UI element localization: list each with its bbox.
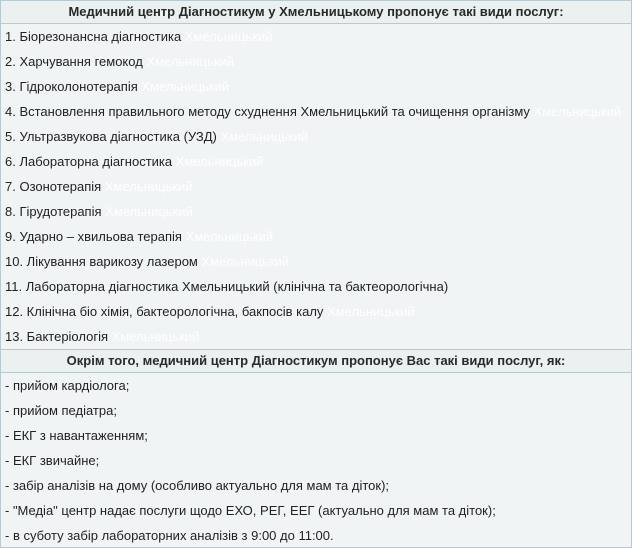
service-city: Хмельницький [533, 104, 622, 119]
service-text: 3. Гідроколонотерапія [5, 79, 138, 94]
service-text: 1. Біорезонансна діагностика [5, 29, 182, 44]
service-city: Хмельницький [146, 54, 235, 69]
service-item-10 [5, 249, 631, 274]
extra-item-1: - прийом кардіолога; [5, 378, 130, 393]
service-item-7 [5, 174, 631, 199]
service-city: Хмельницький [327, 304, 415, 319]
service-city: Хмельницький [220, 129, 309, 144]
service-text: 11. Лабораторна діагностика Хмельницький (клінічна та бактеорологічна) [5, 279, 449, 294]
service-text: 2. Харчування гемокод [5, 54, 143, 69]
service-text: 10. Лікування варикозу лазером [5, 254, 198, 269]
services-list [1, 24, 631, 349]
service-city: Хмельницький [141, 79, 230, 94]
extras-list [1, 373, 631, 548]
service-city: Хмельницький [184, 29, 273, 44]
service-text: 4. Встановлення правильного методу схуднення Хмельницький та очищення організму [5, 104, 530, 119]
service-item-9 [5, 224, 631, 249]
service-city: Хмельницький [104, 179, 193, 194]
extra-item-3: - ЕКГ з навантаженням; [5, 428, 148, 443]
service-city: Хмельницький [201, 254, 290, 269]
service-item-1 [5, 24, 631, 49]
services-header: Медичний центр Діагностикум у Хмельницькому пропонує такі види послуг: [1, 1, 631, 24]
service-text: 7. Озонотерапія [5, 179, 102, 194]
service-item-6 [5, 149, 631, 174]
service-item-8 [5, 199, 631, 224]
service-text: 13. Бактеріологія [5, 329, 109, 344]
service-item-3 [5, 74, 631, 99]
service-city: Хмельницький [111, 329, 200, 344]
service-item-4 [5, 99, 631, 124]
service-item-13 [5, 324, 631, 349]
service-text: 8. Гірудотерапія [5, 204, 102, 219]
extras-header: Окрім того, медичний центр Діагностикум пропонує Вас такі види послуг, як: [1, 349, 631, 373]
service-text: 6. Лабораторна діагностика [5, 154, 173, 169]
service-city: Хмельницький [185, 229, 274, 244]
extra-item-6: - "Медіа" центр надає послуги щодо ЕХО, РЕГ, ЕЕГ (актуально для мам та діток); [5, 503, 496, 518]
extra-item-5: - забір аналізів на дому (особливо актуально для мам та діток); [5, 478, 390, 493]
extra-item-2: - прийом педіатра; [5, 403, 117, 418]
service-city: Хмельницький [175, 154, 264, 169]
service-city: Хмельницький [105, 204, 193, 219]
service-item-12 [5, 299, 631, 324]
service-text: 5. Ультразвукова діагностика (УЗД) [5, 129, 217, 144]
service-text: 9. Ударно – хвильова терапія [5, 229, 182, 244]
extra-item-4: - ЕКГ звичайне; [5, 453, 100, 468]
service-text: 12. Клінічна біо хімія, бактеорологічна, бакпосів калу [5, 304, 324, 319]
service-item-11 [5, 274, 631, 299]
extra-item-7: - в суботу забір лабораторних аналізів з 9:00 до 11:00. [5, 528, 334, 543]
service-item-2 [5, 49, 631, 74]
service-item-5 [5, 124, 631, 149]
